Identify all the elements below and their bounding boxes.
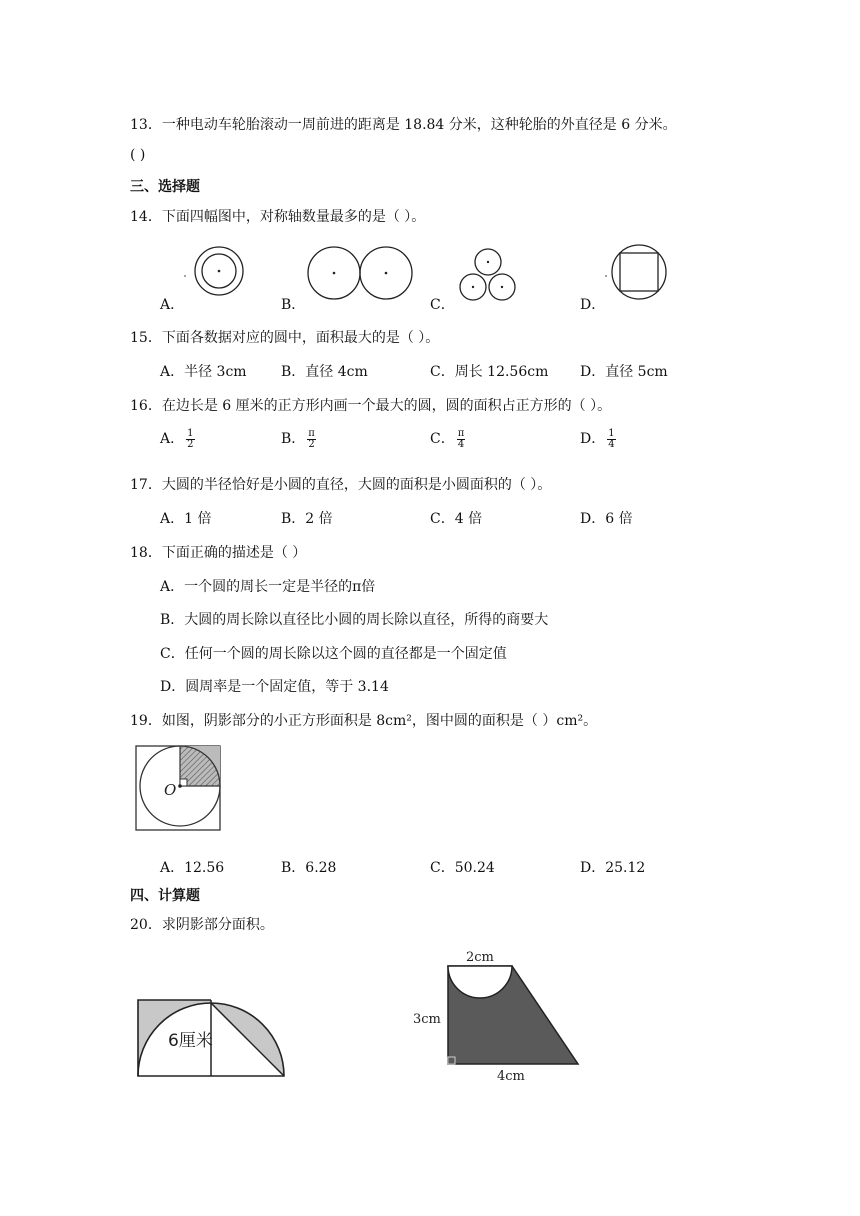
option-d[interactable]: D． bbox=[580, 297, 606, 313]
question-18-text: 18．下面正确的描述是（ ） bbox=[130, 545, 307, 561]
section-heading-choice: 三、选择题 bbox=[130, 179, 200, 195]
left-dimension-label: 3cm bbox=[413, 1012, 441, 1027]
option-c[interactable]: C．任何一个圆的周长除以这个圆的直径都是一个固定值 bbox=[160, 646, 507, 662]
option-a[interactable]: A．一个圆的周长一定是半径的π倍 bbox=[160, 579, 376, 595]
option-d[interactable]: D．圆周率是一个固定值，等于 3.14 bbox=[160, 679, 389, 695]
figure-concentric-circles bbox=[180, 244, 250, 304]
option-label: C． bbox=[430, 431, 455, 447]
option-d[interactable]: D．6 倍 bbox=[580, 511, 633, 527]
option-a[interactable] bbox=[160, 428, 195, 450]
question-16-text: 16．在边长是 6 厘米的正方形内画一个最大的圆，圆的面积占正方形的（ ）。 bbox=[130, 398, 612, 414]
option-b[interactable] bbox=[281, 428, 316, 450]
option-b[interactable]: B． bbox=[281, 297, 306, 313]
radius-label: 6厘米 bbox=[168, 1031, 213, 1051]
answer-blank[interactable]: ( ) bbox=[130, 147, 146, 163]
figure-square-in-circle bbox=[603, 244, 673, 304]
figure-trapezoid-shaded bbox=[408, 944, 586, 1084]
center-label: O bbox=[164, 781, 177, 799]
question-14-text: 14．下面四幅图中，对称轴数量最多的是（ ）。 bbox=[130, 209, 426, 225]
figure-two-circles bbox=[306, 246, 416, 302]
option-d[interactable]: D．直径 5cm bbox=[580, 364, 668, 380]
fraction: $\frac{\pi}{4}$ bbox=[457, 427, 465, 450]
option-label: B． bbox=[281, 431, 306, 447]
option-a[interactable]: A． bbox=[160, 297, 185, 313]
top-dimension-label: 2cm bbox=[466, 950, 494, 965]
option-c[interactable] bbox=[430, 428, 465, 450]
figure-circle-in-square bbox=[134, 744, 224, 834]
option-d[interactable] bbox=[580, 428, 616, 450]
option-a[interactable]: A．半径 3cm bbox=[160, 364, 247, 380]
question-19-text: 19．如图，阴影部分的小正方形面积是 8cm²，图中圆的面积是（ ）cm²。 bbox=[130, 713, 598, 729]
question-13-text: 13．一种电动车轮胎滚动一周前进的距离是 18.84 分米，这种轮胎的外直径是 6 分米。 bbox=[130, 117, 677, 133]
figure-three-circles bbox=[458, 244, 520, 304]
option-c[interactable]: C．50.24 bbox=[430, 860, 495, 876]
option-label: D． bbox=[580, 431, 606, 447]
option-a[interactable]: A．1 倍 bbox=[160, 511, 212, 527]
question-15-text: 15．下面各数据对应的圆中，面积最大的是（ ）。 bbox=[130, 330, 440, 346]
option-b[interactable]: B．直径 4cm bbox=[281, 364, 368, 380]
option-b[interactable]: B．2 倍 bbox=[281, 511, 333, 527]
bottom-dimension-label: 4cm bbox=[497, 1069, 525, 1084]
question-20-text: 20．求阴影部分面积。 bbox=[130, 917, 274, 933]
option-d[interactable]: D．25.12 bbox=[580, 860, 646, 876]
fraction: $\frac{1}{4}$ bbox=[608, 427, 615, 450]
option-c[interactable]: C． bbox=[430, 297, 455, 313]
section-heading-calculation: 四、计算题 bbox=[130, 888, 200, 904]
option-b[interactable]: B．6.28 bbox=[281, 860, 337, 876]
option-label: A． bbox=[160, 431, 185, 447]
option-c[interactable]: C．4 倍 bbox=[430, 511, 483, 527]
fraction: $\frac{1}{2}$ bbox=[187, 427, 194, 450]
option-c[interactable]: C．周长 12.56cm bbox=[430, 364, 549, 380]
fraction: $\frac{\pi}{2}$ bbox=[308, 427, 315, 450]
figure-semicircle-shaded bbox=[134, 996, 290, 1080]
option-a[interactable]: A．12.56 bbox=[160, 860, 225, 876]
question-17-text: 17．大圆的半径恰好是小圆的直径，大圆的面积是小圆面积的（ ）。 bbox=[130, 477, 552, 493]
option-b[interactable]: B．大圆的周长除以直径比小圆的周长除以直径，所得的商要大 bbox=[160, 612, 549, 628]
